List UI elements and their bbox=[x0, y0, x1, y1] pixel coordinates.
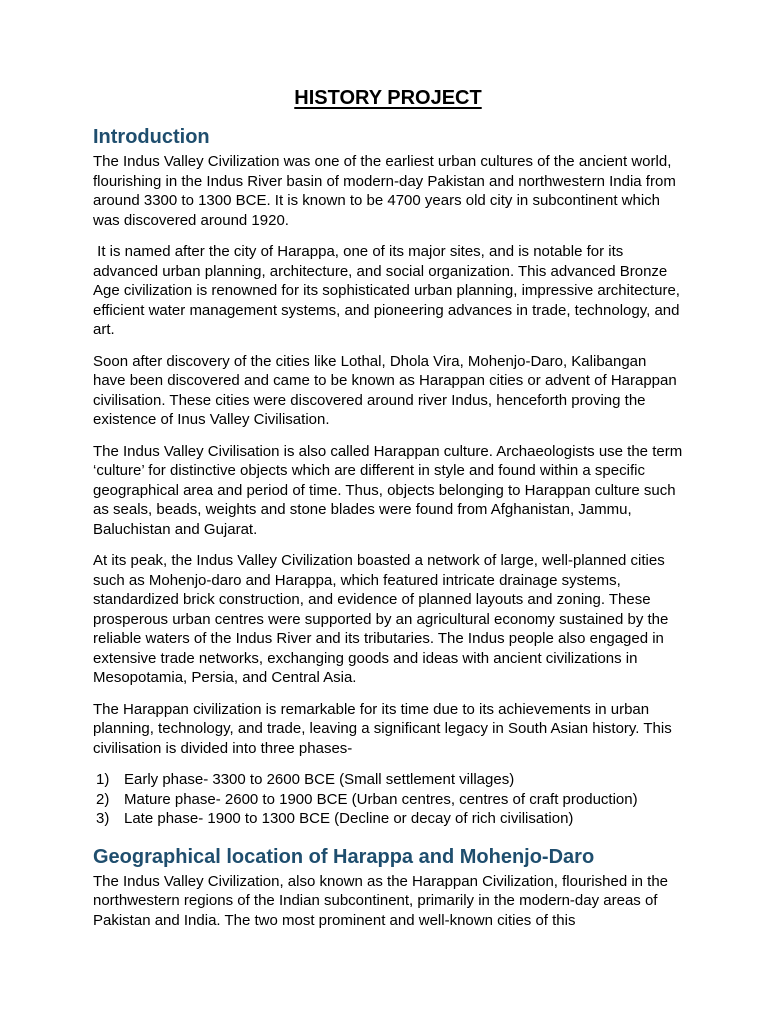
list-item-text: Early phase- 3300 to 2600 BCE (Small settlement villages) bbox=[124, 771, 515, 788]
list-number: 2) bbox=[96, 790, 110, 808]
paragraph: The Indus Valley Civilisation is also called Harappan culture. Archaeologists use the term ‘culture’ for distinctive objects which are different in style and found within a specific geographical area and period of time. Thus, objects belonging to Harappan culture such as seals, beads, weights and stone blades were found from Afghanistan, Jammu, Baluchistan and Gujarat. bbox=[93, 442, 687, 538]
section-heading-introduction: Introduction bbox=[93, 126, 210, 148]
list-item-text: Mature phase- 2600 to 1900 BCE (Urban centres, centres of craft production) bbox=[124, 790, 638, 808]
document-page bbox=[93, 84, 687, 942]
paragraph: Soon after discovery of the cities like Lothal, Dhola Vira, Mohenjo-Daro, Kalibangan have been discovered and came to be known as Harappan cities or advent of Harappan civilisation. These cities were discovered around river Indus, henceforth proving the existence of Inus Valley Civilisation. bbox=[93, 352, 681, 428]
paragraph: The Harappan civilization is remarkable for its time due to its achievements in urban planning, technology, and trade, leaving a significant legacy in South Asian history. This civilisation is divided into three phases- bbox=[93, 700, 676, 757]
list-number: 3) bbox=[96, 810, 110, 827]
phase-list bbox=[93, 770, 683, 829]
section-heading-geography: Geographical location of Harappa and Mohenjo-Daro bbox=[93, 845, 595, 868]
list-item bbox=[93, 809, 683, 829]
document-title: HISTORY PROJECT bbox=[294, 87, 482, 109]
list-number: 1) bbox=[96, 771, 110, 788]
paragraph: The Indus Valley Civilization was one of the earliest urban cultures of the ancient world, flourishing in the Indus River basin of modern-day Pakistan and northwestern India from around 3300 to 1300 BCE. It is known to be 4700 years old city in subcontinent which was discovered around 1920. bbox=[93, 153, 680, 229]
list-item bbox=[93, 770, 683, 790]
paragraph: The Indus Valley Civilization, also known as the Harappan Civilization, flourished in the northwestern regions of the Indian subcontinent, primarily in the modern-day areas of Pakistan and India. The two most prominent and well-known cities of this bbox=[93, 872, 673, 929]
list-item bbox=[93, 790, 683, 810]
paragraph: At its peak, the Indus Valley Civilization boasted a network of large, well-planned cities such as Mohenjo-daro and Harappa, which featured intricate drainage systems, standardized brick construction, and evidence of planned layouts and zoning. These prosperous urban centres were supported by an agricultural economy sustained by the reliable waters of the Indus River and its tributaries. The Indus people also engaged in extensive trade networks, exchanging goods and ideas with ancient civilizations in Mesopotamia, Persia, and Central Asia. bbox=[93, 552, 673, 686]
list-item-text: Late phase- 1900 to 1300 BCE (Decline or decay of rich civilisation) bbox=[124, 810, 574, 827]
paragraph: It is named after the city of Harappa, one of its major sites, and is notable for its advanced urban planning, architecture, and social organization. This advanced Bronze Age civilization is renowned for its sophisticated urban planning, impressive architecture, efficient water management systems, and pioneering advances in trade, technology, and art. bbox=[93, 243, 685, 338]
